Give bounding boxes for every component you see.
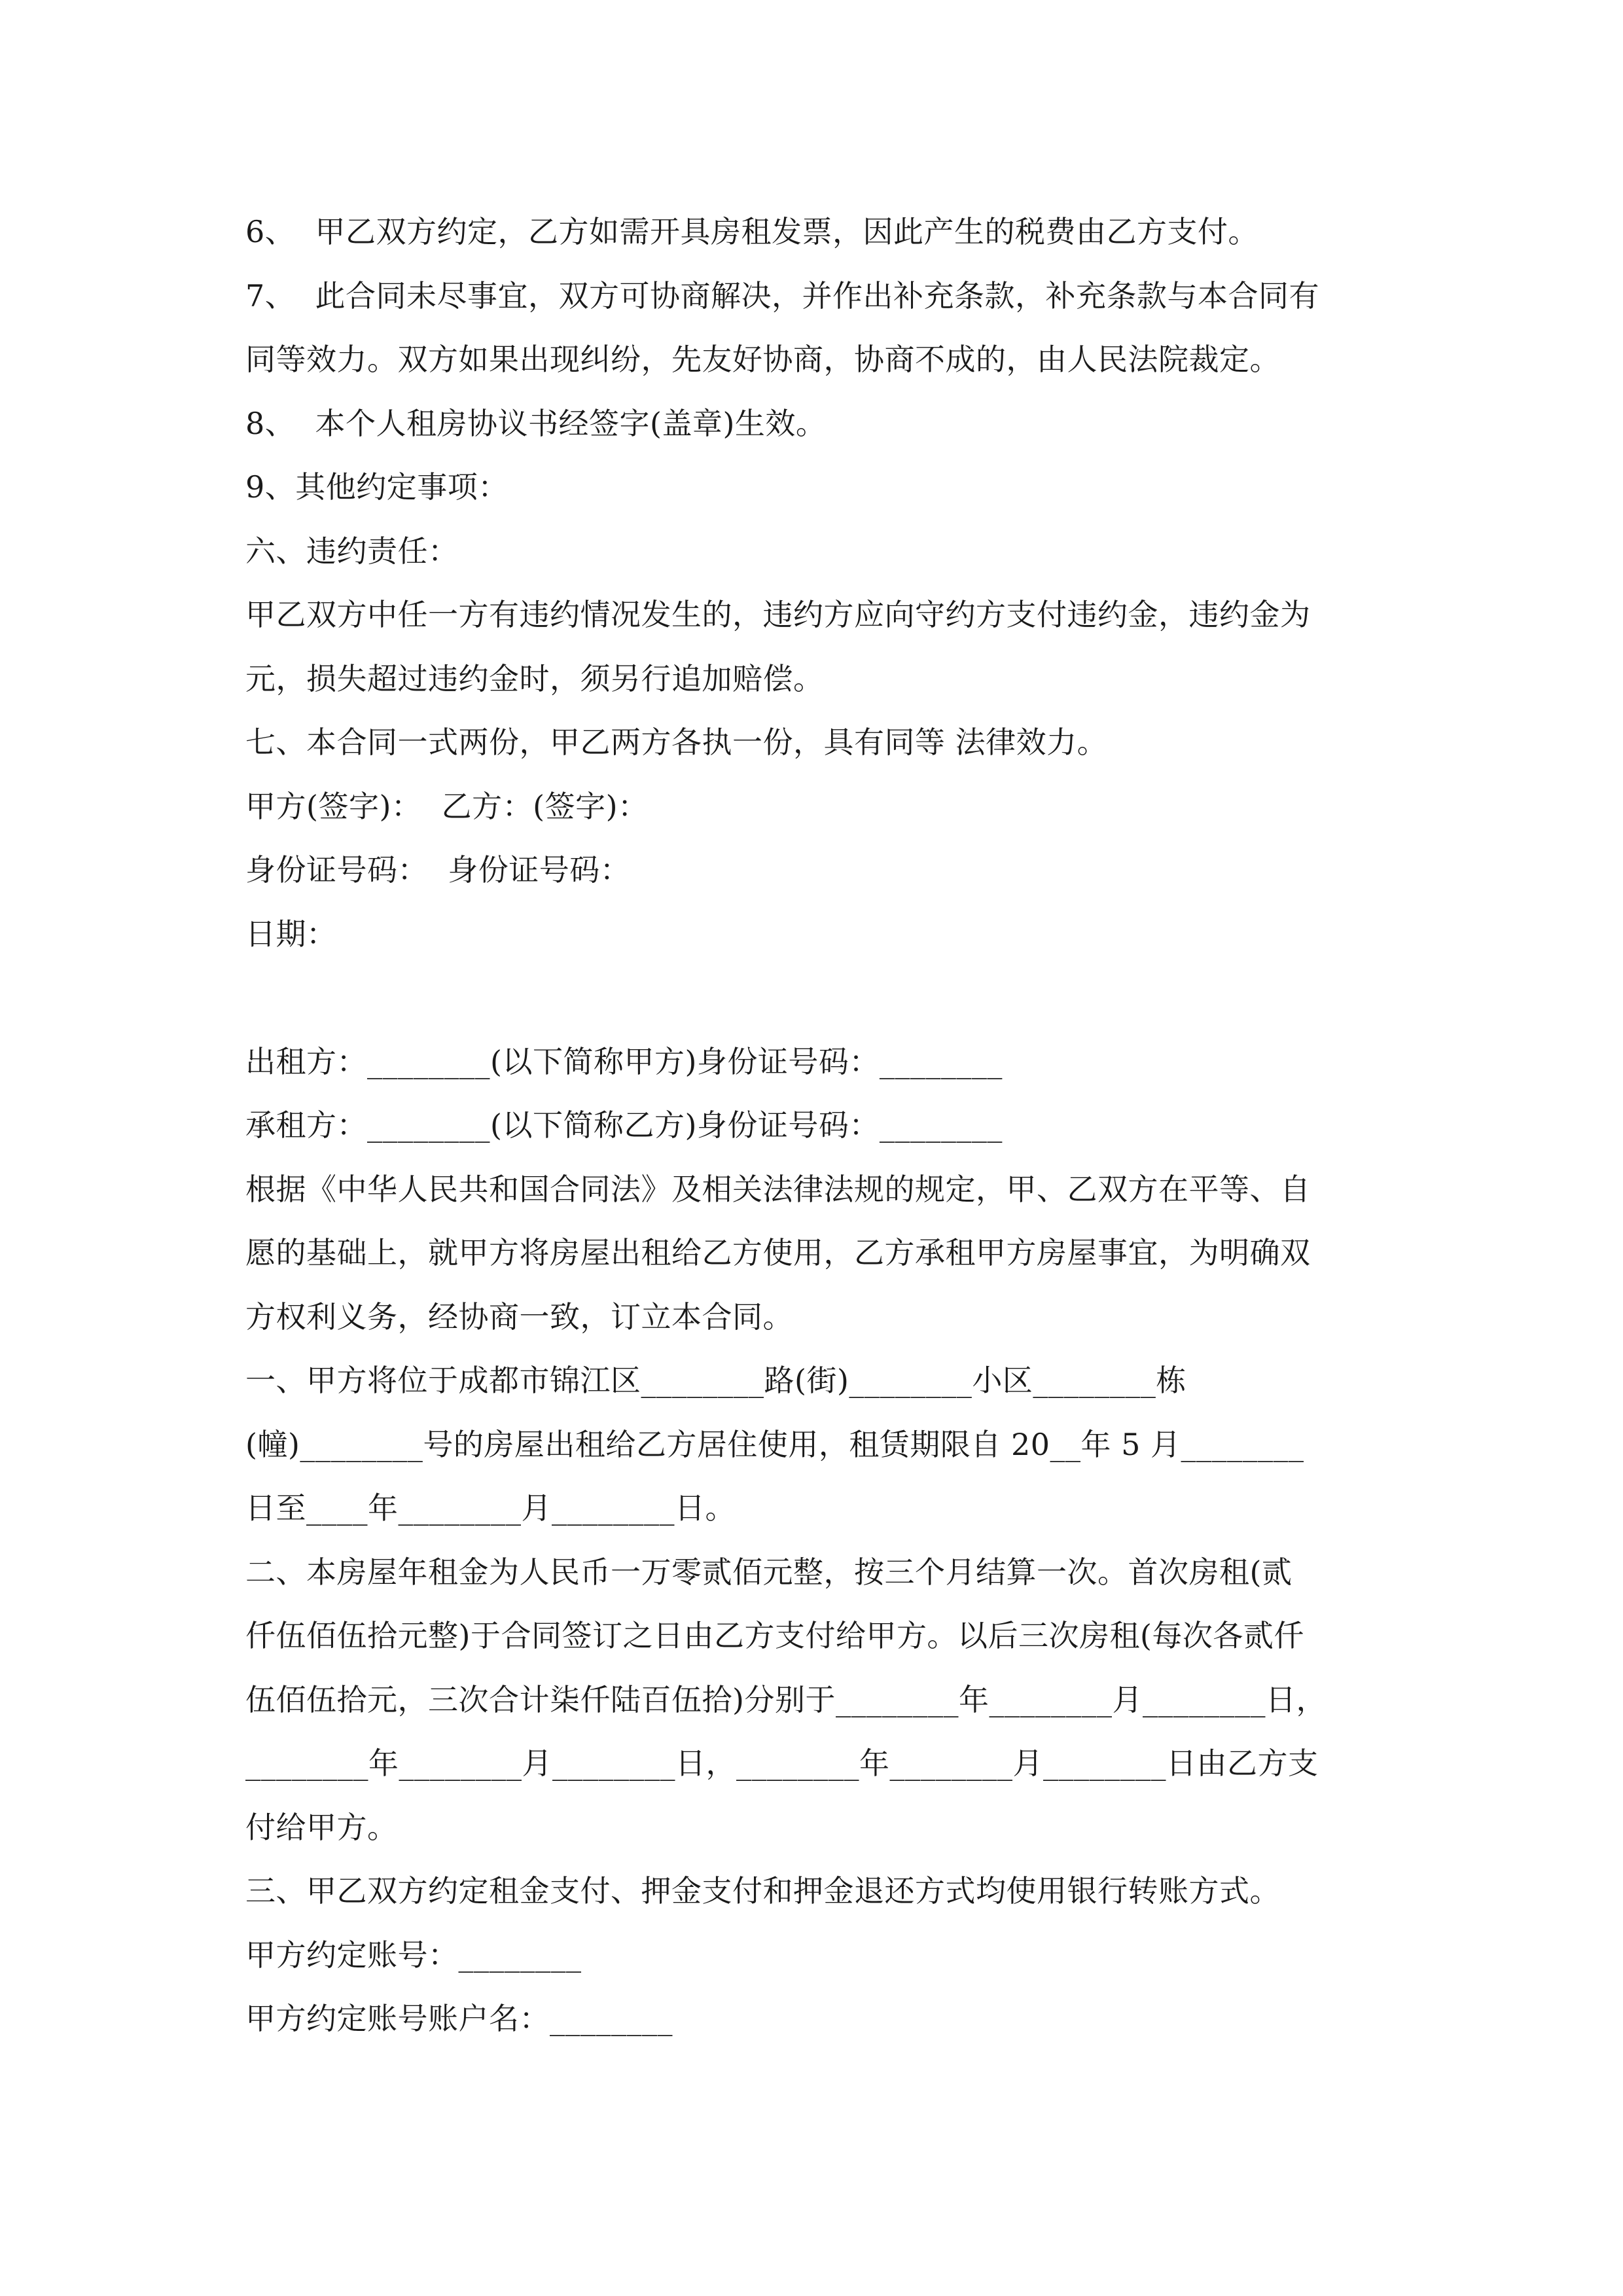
clause-9: 9、其他约定事项： [245,469,508,505]
article-1-line-1: 一、甲方将位于成都市锦江区________路(街)________小区________栋 [245,1363,1186,1398]
article-2-line-2: 仟伍佰伍拾元整)于合同签订之日由乙方支付给甲方。以后三次房租(每次各贰仟 [245,1618,1304,1653]
article-1-line-2: (幢)________号的房屋出租给乙方居住使用，租赁期限自 20__年 5 月________ [245,1426,1304,1462]
article-2-line-1: 二、本房屋年租金为人民币一万零贰佰元整，按三个月结算一次。首次房租(贰 [245,1554,1293,1590]
blank-line [245,966,1381,1030]
clause-7-line-1: 7、 此合同未尽事宜，双方可协商解决，并作出补充条款，补充条款与本合同有 [245,278,1320,314]
article-2-line-5: 付给甲方。 [245,1809,398,1845]
signature-line: 甲方(签字)： 乙方：(签字)： [245,788,649,824]
preamble-line-2: 愿的基础上，就甲方将房屋出租给乙方使用，乙方承租甲方房屋事宜，为明确双 [245,1235,1311,1270]
document-body [245,200,1381,2051]
lessor-line: 出租方：________(以下简称甲方)身份证号码：________ [245,1043,1003,1079]
date-line: 日期： [245,916,337,952]
section-6-line-2: 元，损失超过违约金时，须另行追加赔偿。 [245,660,824,696]
section-6-line-1: 甲乙双方中任一方有违约情况发生的，违约方应向守约方支付违约金，违约金为 [245,597,1311,632]
preamble-line-3: 方权利义务，经协商一致，订立本合同。 [245,1299,793,1335]
lessee-line: 承租方：________(以下简称乙方)身份证号码：________ [245,1107,1003,1143]
article-2-line-4: ________年________月________日，________年________月________日由乙方支 [245,1746,1319,1781]
clause-7-line-2: 同等效力。双方如果出现纠纷，先友好协商，协商不成的，由人民法院裁定。 [245,342,1280,377]
clause-8: 8、 本个人租房协议书经签字(盖章)生效。 [245,405,827,441]
section-6-heading: 六、违约责任： [245,533,459,569]
id-number-line: 身份证号码： 身份证号码： [245,852,631,888]
account-number-line: 甲方约定账号：________ [245,1937,582,1973]
article-2-line-3: 伍佰伍拾元，三次合计柒仟陆百伍拾)分别于________年________月________日， [245,1681,1327,1717]
account-name-line: 甲方约定账号账户名：________ [245,2001,673,2036]
preamble-line-1: 根据《中华人民共和国合同法》及相关法律法规的规定，甲、乙双方在平等、自 [245,1171,1311,1207]
clause-6: 6、 甲乙双方约定，乙方如需开具房租发票，因此产生的税费由乙方支付。 [245,214,1259,249]
article-1-line-3: 日至____年________月________日。 [245,1490,736,1526]
section-7: 七、本合同一式两份，甲乙两方各执一份，具有同等 法律效力。 [245,725,1108,760]
article-3: 三、甲乙双方约定租金支付、押金支付和押金退还方式均使用银行转账方式。 [245,1873,1280,1909]
